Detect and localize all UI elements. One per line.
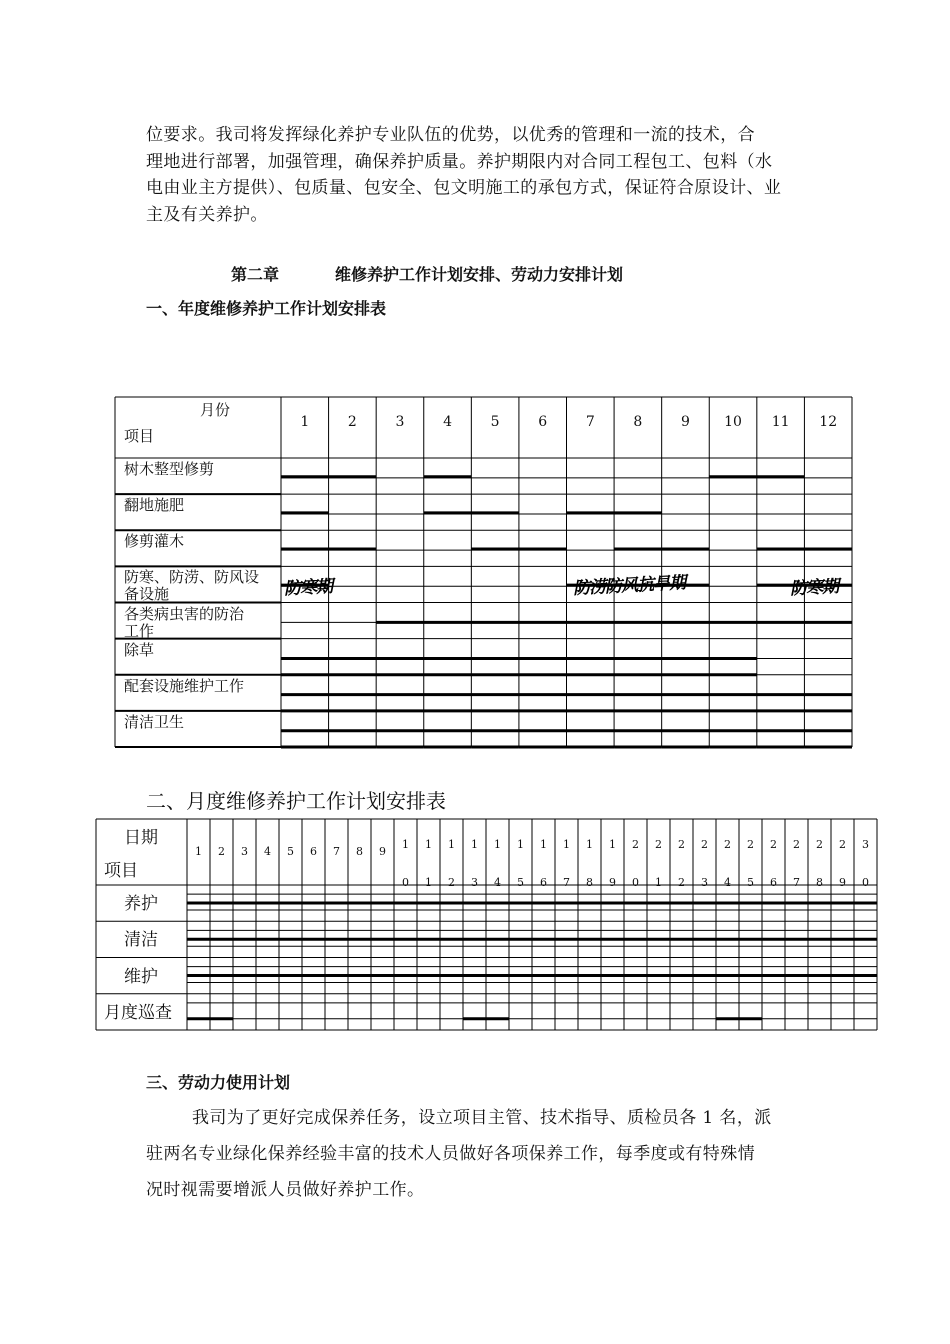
annual-header-month: 月份 (200, 401, 231, 419)
month-header: 3 (395, 414, 405, 430)
day-header: 8 (356, 845, 363, 858)
stamp-summer: 防涝防风抗旱期 (572, 573, 686, 599)
section3-title: 三、劳动力使用计划 (146, 1073, 291, 1092)
day-header: 1 6 (540, 838, 547, 889)
month-header: 8 (633, 414, 643, 430)
day-header: 2 (218, 845, 225, 858)
day-header: 2 1 (655, 838, 662, 889)
row-label: 树木整型修剪 (124, 460, 215, 478)
month-header: 11 (771, 414, 790, 430)
day-header: 1 3 (471, 838, 478, 889)
day-header: 2 2 (678, 838, 685, 889)
day-header: 2 6 (770, 838, 777, 889)
month-header: 10 (724, 414, 742, 430)
section1-title: 一、年度维修养护工作计划安排表 (146, 299, 387, 318)
row-label: 配套设施维护工作 (124, 676, 245, 695)
intro-line: 位要求。我司将发挥绿化养护专业队伍的优势，以优秀的管理和一流的技术，合 (146, 125, 755, 145)
day-header: 1 4 (494, 838, 501, 889)
month-header: 2 (347, 414, 357, 430)
day-header: 1 9 (609, 838, 616, 889)
row-label: 月度巡查 (104, 1002, 172, 1023)
day-header: 1 2 (448, 838, 455, 889)
intro-line: 主及有关养护。 (146, 204, 268, 225)
month-header: 5 (490, 414, 500, 430)
section3-line: 况时视需要增派人员做好养护工作。 (146, 1180, 425, 1200)
row-label: 防寒、防涝、防风设 (124, 568, 260, 587)
day-header: 9 (379, 845, 386, 858)
row-label: 翻地施肥 (124, 496, 185, 515)
row-label-continued: 工作 (124, 621, 155, 640)
section3-paragraph (146, 1100, 826, 1208)
day-header: 1 5 (517, 838, 524, 889)
day-header: 2 9 (839, 838, 846, 889)
intro-line: 理地进行部署，加强管理，确保养护质量。养护期限内对合同工程包工、包料（水 (146, 151, 773, 172)
day-header: 2 3 (701, 838, 708, 889)
row-label: 清洁 (124, 930, 158, 951)
day-header: 7 (333, 845, 340, 858)
day-header: 3 (241, 845, 248, 858)
month-header: 1 (300, 414, 310, 430)
day-header: 5 (287, 845, 294, 858)
month-header: 7 (585, 414, 595, 430)
row-label: 维护 (124, 966, 158, 987)
day-header: 1 7 (563, 838, 570, 889)
day-header: 2 5 (747, 838, 754, 889)
chapter-number: 第二章 (231, 265, 280, 284)
section3-line: 驻两名专业绿化保养经验丰富的技术人员做好各项保养工作，每季度或有特殊情 (146, 1144, 755, 1164)
section2-title: 二、月度维修养护工作计划安排表 (146, 789, 446, 813)
chapter-title: 维修养护工作计划安排、劳动力安排计划 (335, 265, 624, 284)
day-header: 2 8 (816, 838, 823, 889)
day-header: 2 7 (793, 838, 800, 889)
day-header: 1 (195, 845, 202, 858)
stamp-winter-first: 防寒期 (283, 576, 333, 600)
day-header: 1 0 (402, 838, 409, 889)
month-header: 4 (443, 414, 452, 430)
day-header: 1 8 (586, 838, 593, 889)
row-label: 各类病虫害的防治 (124, 604, 245, 623)
row-label: 养护 (124, 894, 158, 914)
annual-header-item: 项目 (124, 427, 155, 445)
day-header: 2 4 (724, 838, 731, 889)
row-label: 修剪灌木 (124, 532, 185, 551)
month-header: 9 (680, 414, 690, 430)
day-header: 1 1 (425, 838, 432, 889)
day-header: 3 0 (862, 838, 869, 889)
day-header: 4 (264, 845, 271, 858)
day-header: 2 0 (632, 838, 639, 889)
section3-line: 我司为了更好完成保养任务，设立项目主管、技术指导、质检员各 1 名，派 (192, 1108, 772, 1128)
intro-line: 电由业主方提供）、包质量、包安全、包文明施工的承包方式，保证符合原设计、业 (146, 178, 782, 198)
month-header: 6 (538, 414, 548, 430)
row-label: 除草 (124, 640, 155, 659)
row-label-continued: 备设施 (124, 585, 170, 604)
row-label: 清洁卫生 (124, 712, 185, 731)
monthly-header-date: 日期 (124, 828, 158, 848)
stamp-winter-second: 防寒期 (789, 576, 839, 600)
month-header: 12 (819, 414, 838, 430)
day-header: 6 (310, 845, 317, 858)
monthly-header-item: 项目 (104, 861, 138, 881)
